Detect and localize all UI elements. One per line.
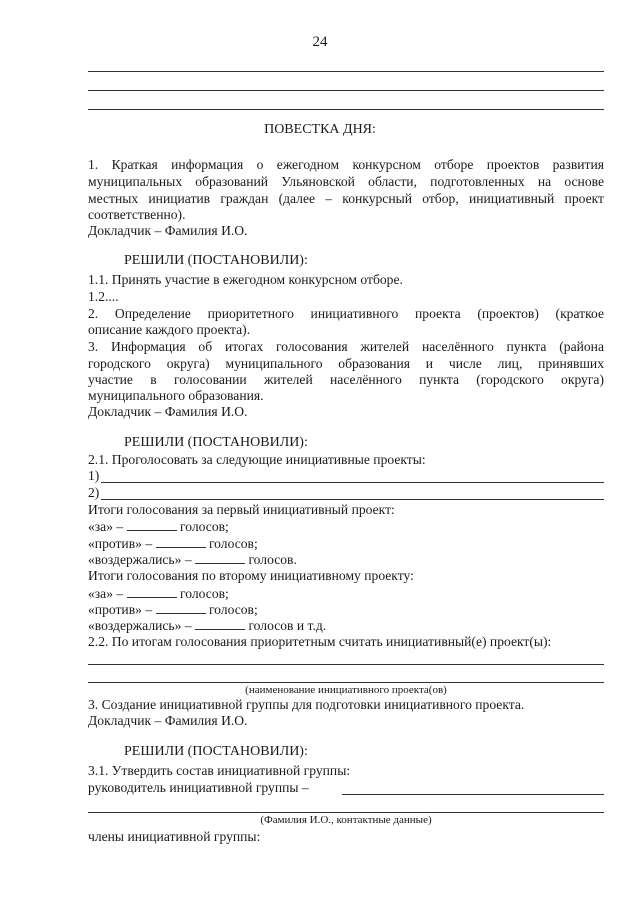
blank-line: [88, 812, 604, 813]
vote-blank: [195, 551, 245, 564]
vote-against: [88, 535, 258, 552]
votes-word: голосов;: [208, 602, 258, 617]
item1-line: соответственно).: [88, 207, 186, 222]
vote-abstain-label: «воздержались» –: [88, 552, 192, 567]
vote-blank: [127, 518, 177, 531]
vote-for-label: «за» –: [88, 586, 124, 601]
vote-for: [88, 518, 229, 535]
vote-blank: [156, 601, 206, 614]
votes-word: голосов;: [208, 536, 258, 551]
blank-line: [88, 90, 604, 91]
res1-p2-line: 2. Определение приоритетного инициативного проекта (проектов) (краткое: [88, 306, 604, 321]
votes-word: голосов и т.д.: [248, 618, 327, 633]
vote-abstain-label: «воздержались» –: [88, 618, 192, 633]
vote-abstain: [88, 551, 297, 568]
vote-for-label: «за» –: [88, 519, 124, 534]
second-vote-title: Итоги голосования по второму инициативному проекту:: [88, 568, 414, 583]
votes-word: голосов;: [180, 586, 229, 601]
item1-line: 1. Краткая информация о ежегодном конкурсном отборе проектов развития: [88, 157, 604, 172]
caption-project-name: (наименование инициативного проекта(ов): [245, 684, 447, 696]
item1-line: местных инициатив граждан (далее – конкурсный отбор, инициативный проект: [88, 191, 604, 206]
vote-against-label: «против» –: [88, 602, 153, 617]
votes-word: голосов;: [180, 519, 229, 534]
res2-p3: 3. Создание инициативной группы для подготовки инициативного проекта.: [88, 697, 525, 712]
res3-p3-1: 3.1. Утвердить состав инициативной группы:: [88, 763, 351, 778]
leader-label: руководитель инициативной группы –: [88, 780, 309, 795]
speaker: Докладчик – Фамилия И.О.: [88, 404, 248, 419]
members-label: члены инициативной группы:: [88, 829, 261, 844]
resolved-heading: РЕШИЛИ (ПОСТАНОВИЛИ):: [124, 435, 308, 450]
caption-contact: (Фамилия И.О., контактные данные): [260, 814, 432, 826]
blank-line: [101, 499, 604, 500]
res2-p2-1: 2.1. Проголосовать за следующие инициативные проекты:: [88, 452, 426, 467]
blank-line: [88, 71, 604, 72]
resolved-heading: РЕШИЛИ (ПОСТАНОВИЛИ):: [124, 253, 308, 268]
res2-p2-2: 2.2. По итогам голосования приоритетным считать инициативный(е) проект(ы):: [88, 634, 552, 649]
blank-line: [88, 682, 604, 683]
vote-blank: [195, 617, 245, 630]
res1-p1-2: 1.2....: [88, 289, 119, 304]
vote-against: [88, 601, 258, 618]
votes-word: голосов.: [248, 552, 297, 567]
vote-blank: [156, 535, 206, 548]
vote-against-label: «против» –: [88, 536, 153, 551]
blank-line: [88, 109, 604, 110]
vote-blank: [127, 585, 177, 598]
first-vote-title: Итоги голосования за первый инициативный проект:: [88, 502, 395, 517]
page-number: 24: [312, 34, 328, 50]
res1-p3-line: 3. Информация об итогах голосования жителей населённого пункта (района: [88, 339, 604, 354]
res1-p2-line: описание каждого проекта).: [88, 322, 251, 337]
vote-abstain: [88, 617, 326, 634]
resolved-heading: РЕШИЛИ (ПОСТАНОВИЛИ):: [124, 744, 308, 759]
item1-line: муниципальных образований Ульяновской области, подготовленных на основе: [88, 174, 604, 189]
res1-p3-line: городского округа) муниципального образования и числе лиц, принявших: [88, 356, 604, 371]
agenda-title: ПОВЕСТКА ДНЯ:: [264, 122, 376, 137]
blank-line: [88, 664, 604, 665]
res1-p3-line: муниципального образования.: [88, 388, 264, 403]
option-2: 2): [88, 485, 100, 500]
blank-line: [101, 482, 604, 483]
speaker: Докладчик – Фамилия И.О.: [88, 223, 248, 238]
speaker: Докладчик – Фамилия И.О.: [88, 713, 248, 728]
res1-p3-line: участие в голосовании жителей населённого пункта (городского округа): [88, 372, 604, 387]
vote-for: [88, 585, 229, 602]
option-1: 1): [88, 468, 100, 483]
res1-p1-1: 1.1. Принять участие в ежегодном конкурсном отборе.: [88, 272, 403, 287]
blank-line: [342, 794, 604, 795]
